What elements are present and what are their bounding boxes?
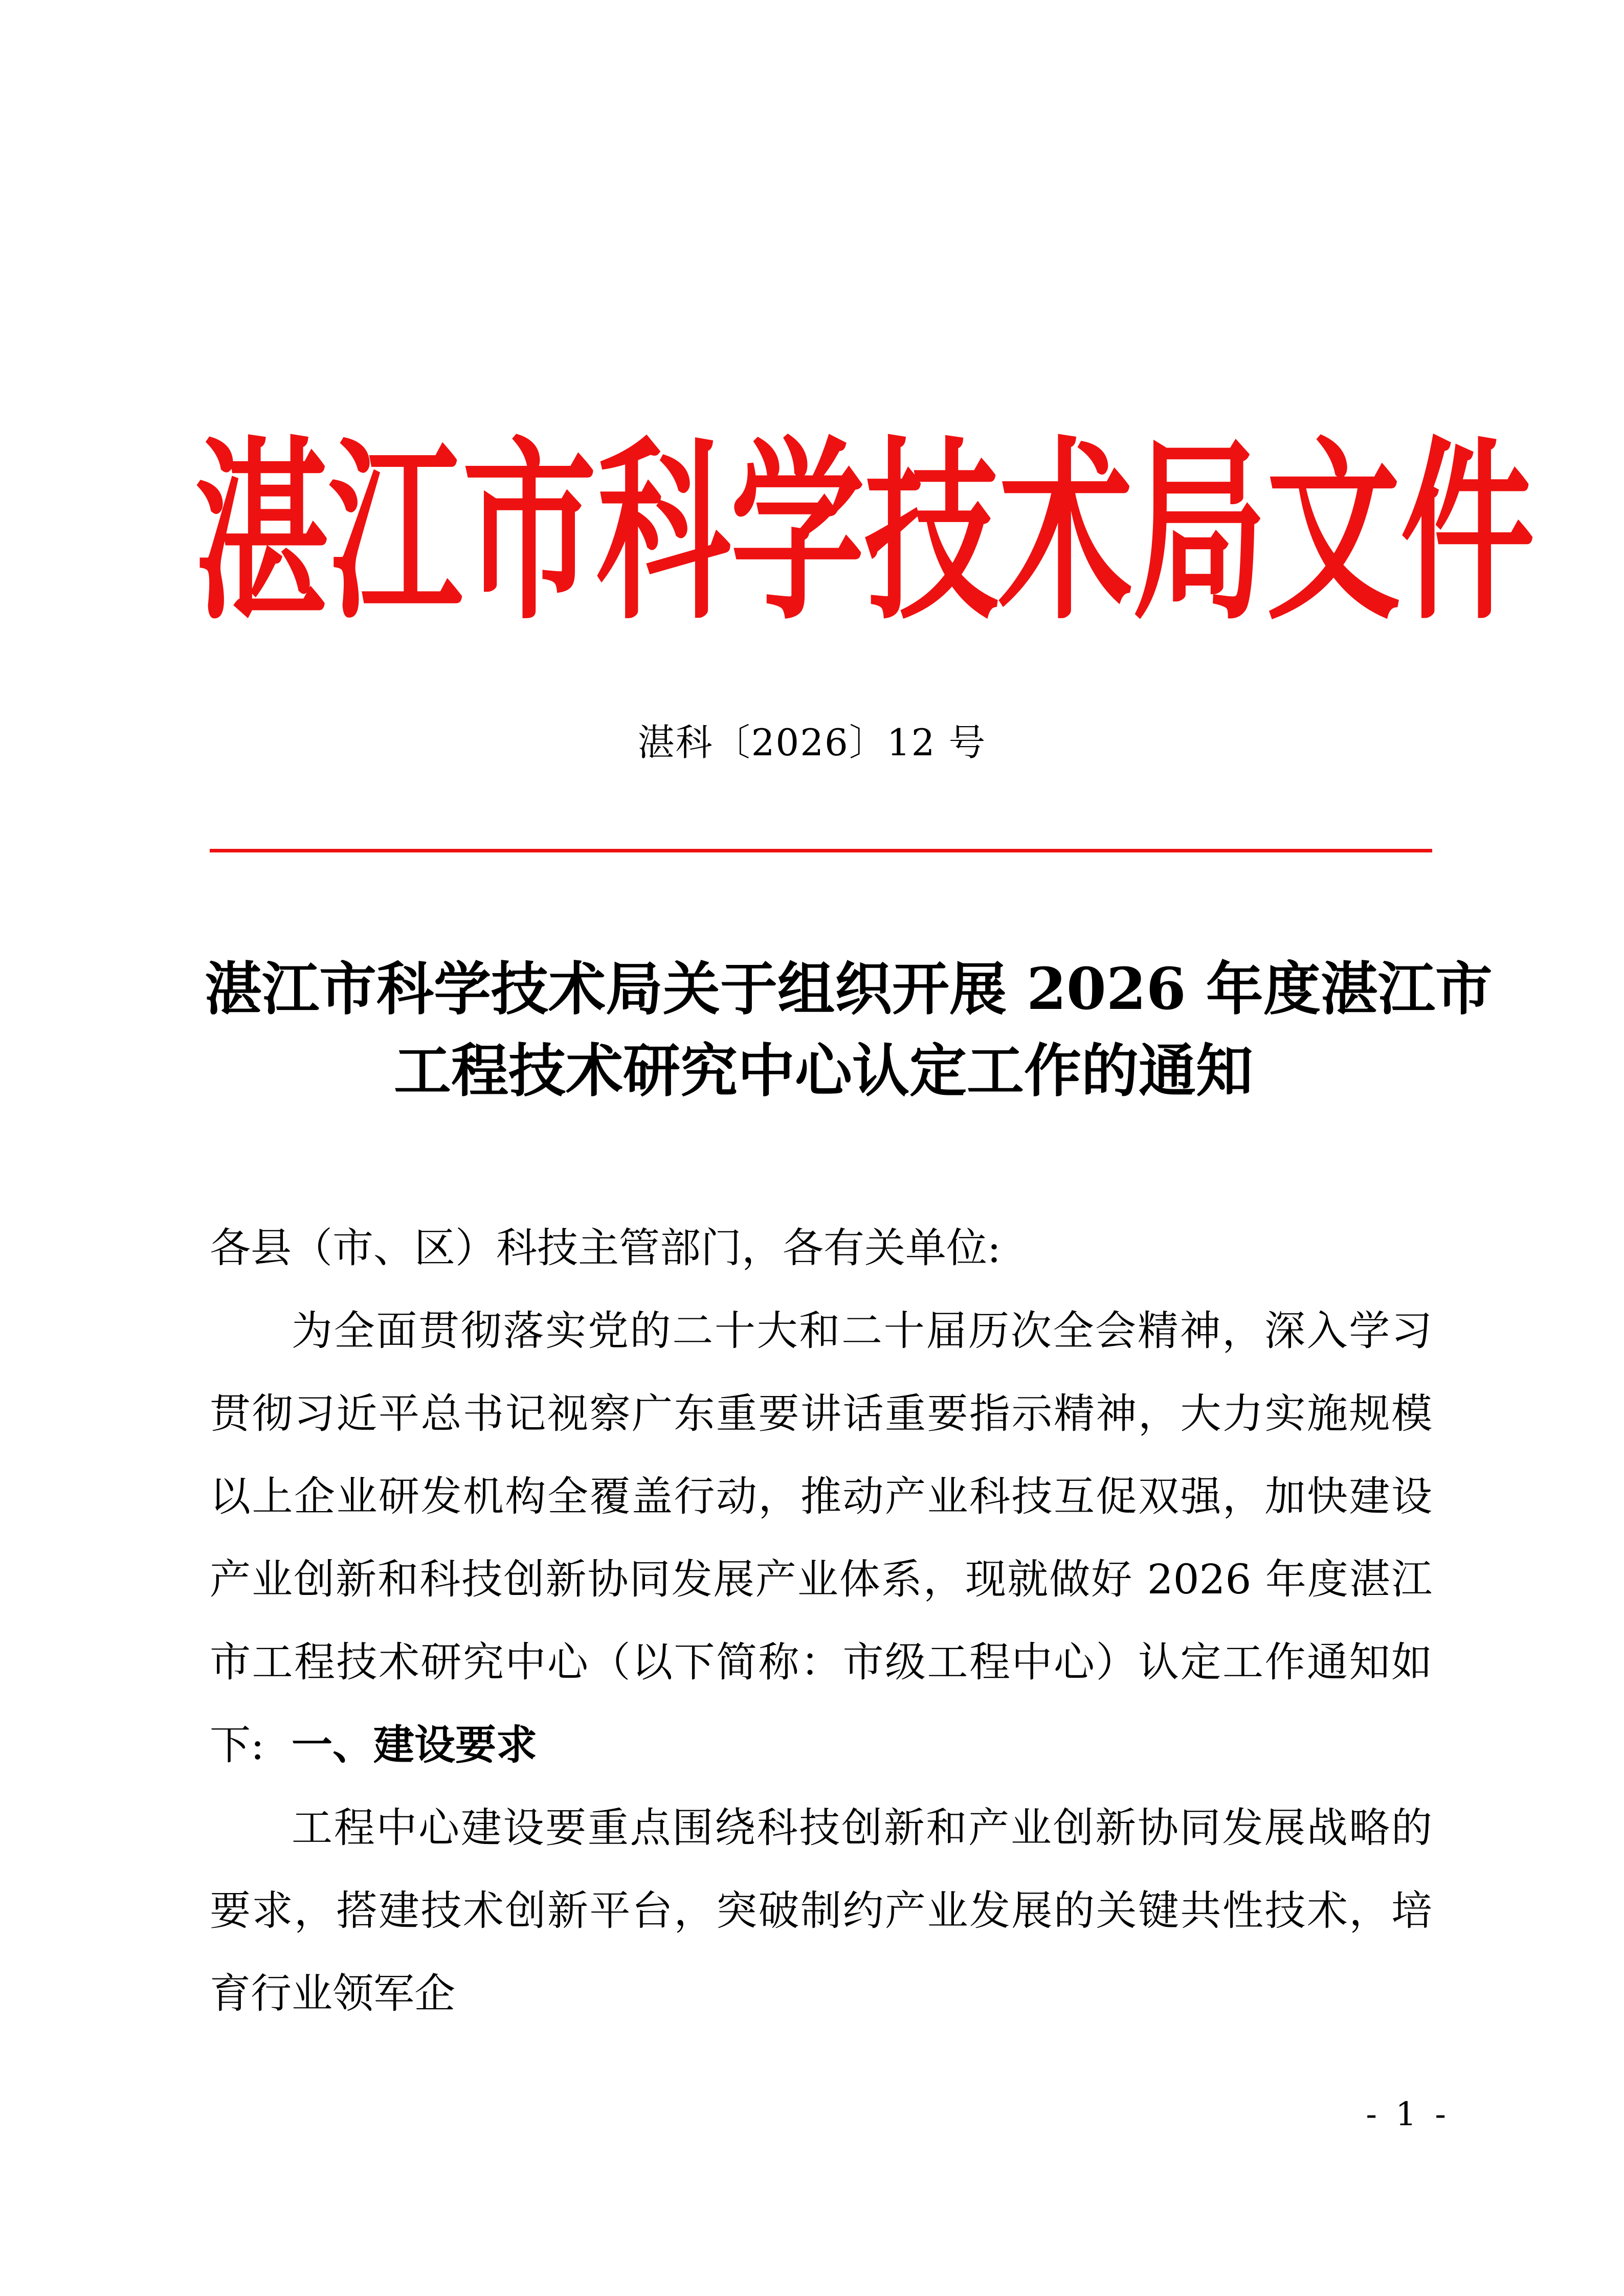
notice-title-line-1: 湛江市科学技术局关于组织开展 2026 年度湛江市: [205, 956, 1493, 1023]
notice-title: [205, 949, 1493, 1112]
masthead-char: 江: [328, 417, 462, 646]
masthead-char: 件: [1400, 417, 1534, 646]
red-divider-rule: [210, 849, 1432, 852]
masthead-char: 市: [462, 417, 596, 646]
document-number: 湛科〔2026〕12 号: [637, 721, 987, 764]
masthead-char: 技: [864, 417, 998, 646]
section-heading-1: 一、建设要求: [292, 1721, 537, 1769]
page-number: - 1 -: [1366, 2096, 1450, 2133]
masthead-char: 术: [998, 417, 1132, 646]
notice-title-line-2: 工程技术研究中心认定工作的通知: [394, 1038, 1253, 1105]
masthead-char: 科: [596, 417, 730, 646]
masthead-char: 文: [1266, 417, 1400, 646]
body-paragraph-1: 为全面贯彻落实党的二十大和二十届历次全会精神，深入学习贯彻习近平总书记视察广东重要讲话重要指示精神，大力实施规模以上企业研发机构全覆盖行动，推动产业科技互促双强，加快建设产业创新和科技创新协同发展产业体系，现就做好 2026 年度湛江市工程技术研究中心（以下简称：市级工程中心）认定工作通知如下:: [210, 1307, 1432, 1769]
masthead-char: 局: [1132, 417, 1266, 646]
body-paragraph-2: 工程中心建设要重点围绕科技创新和产业创新协同发展战略的要求，搭建技术创新平台，突破制约产业发展的关键共性技术，培育行业领军企: [210, 1804, 1432, 2017]
masthead-title: [194, 417, 1534, 646]
masthead-char: 湛: [194, 417, 328, 646]
salutation: 各县（市、区）科技主管部门，各有关单位:: [210, 1224, 1001, 1272]
masthead-char: 学: [730, 417, 864, 646]
